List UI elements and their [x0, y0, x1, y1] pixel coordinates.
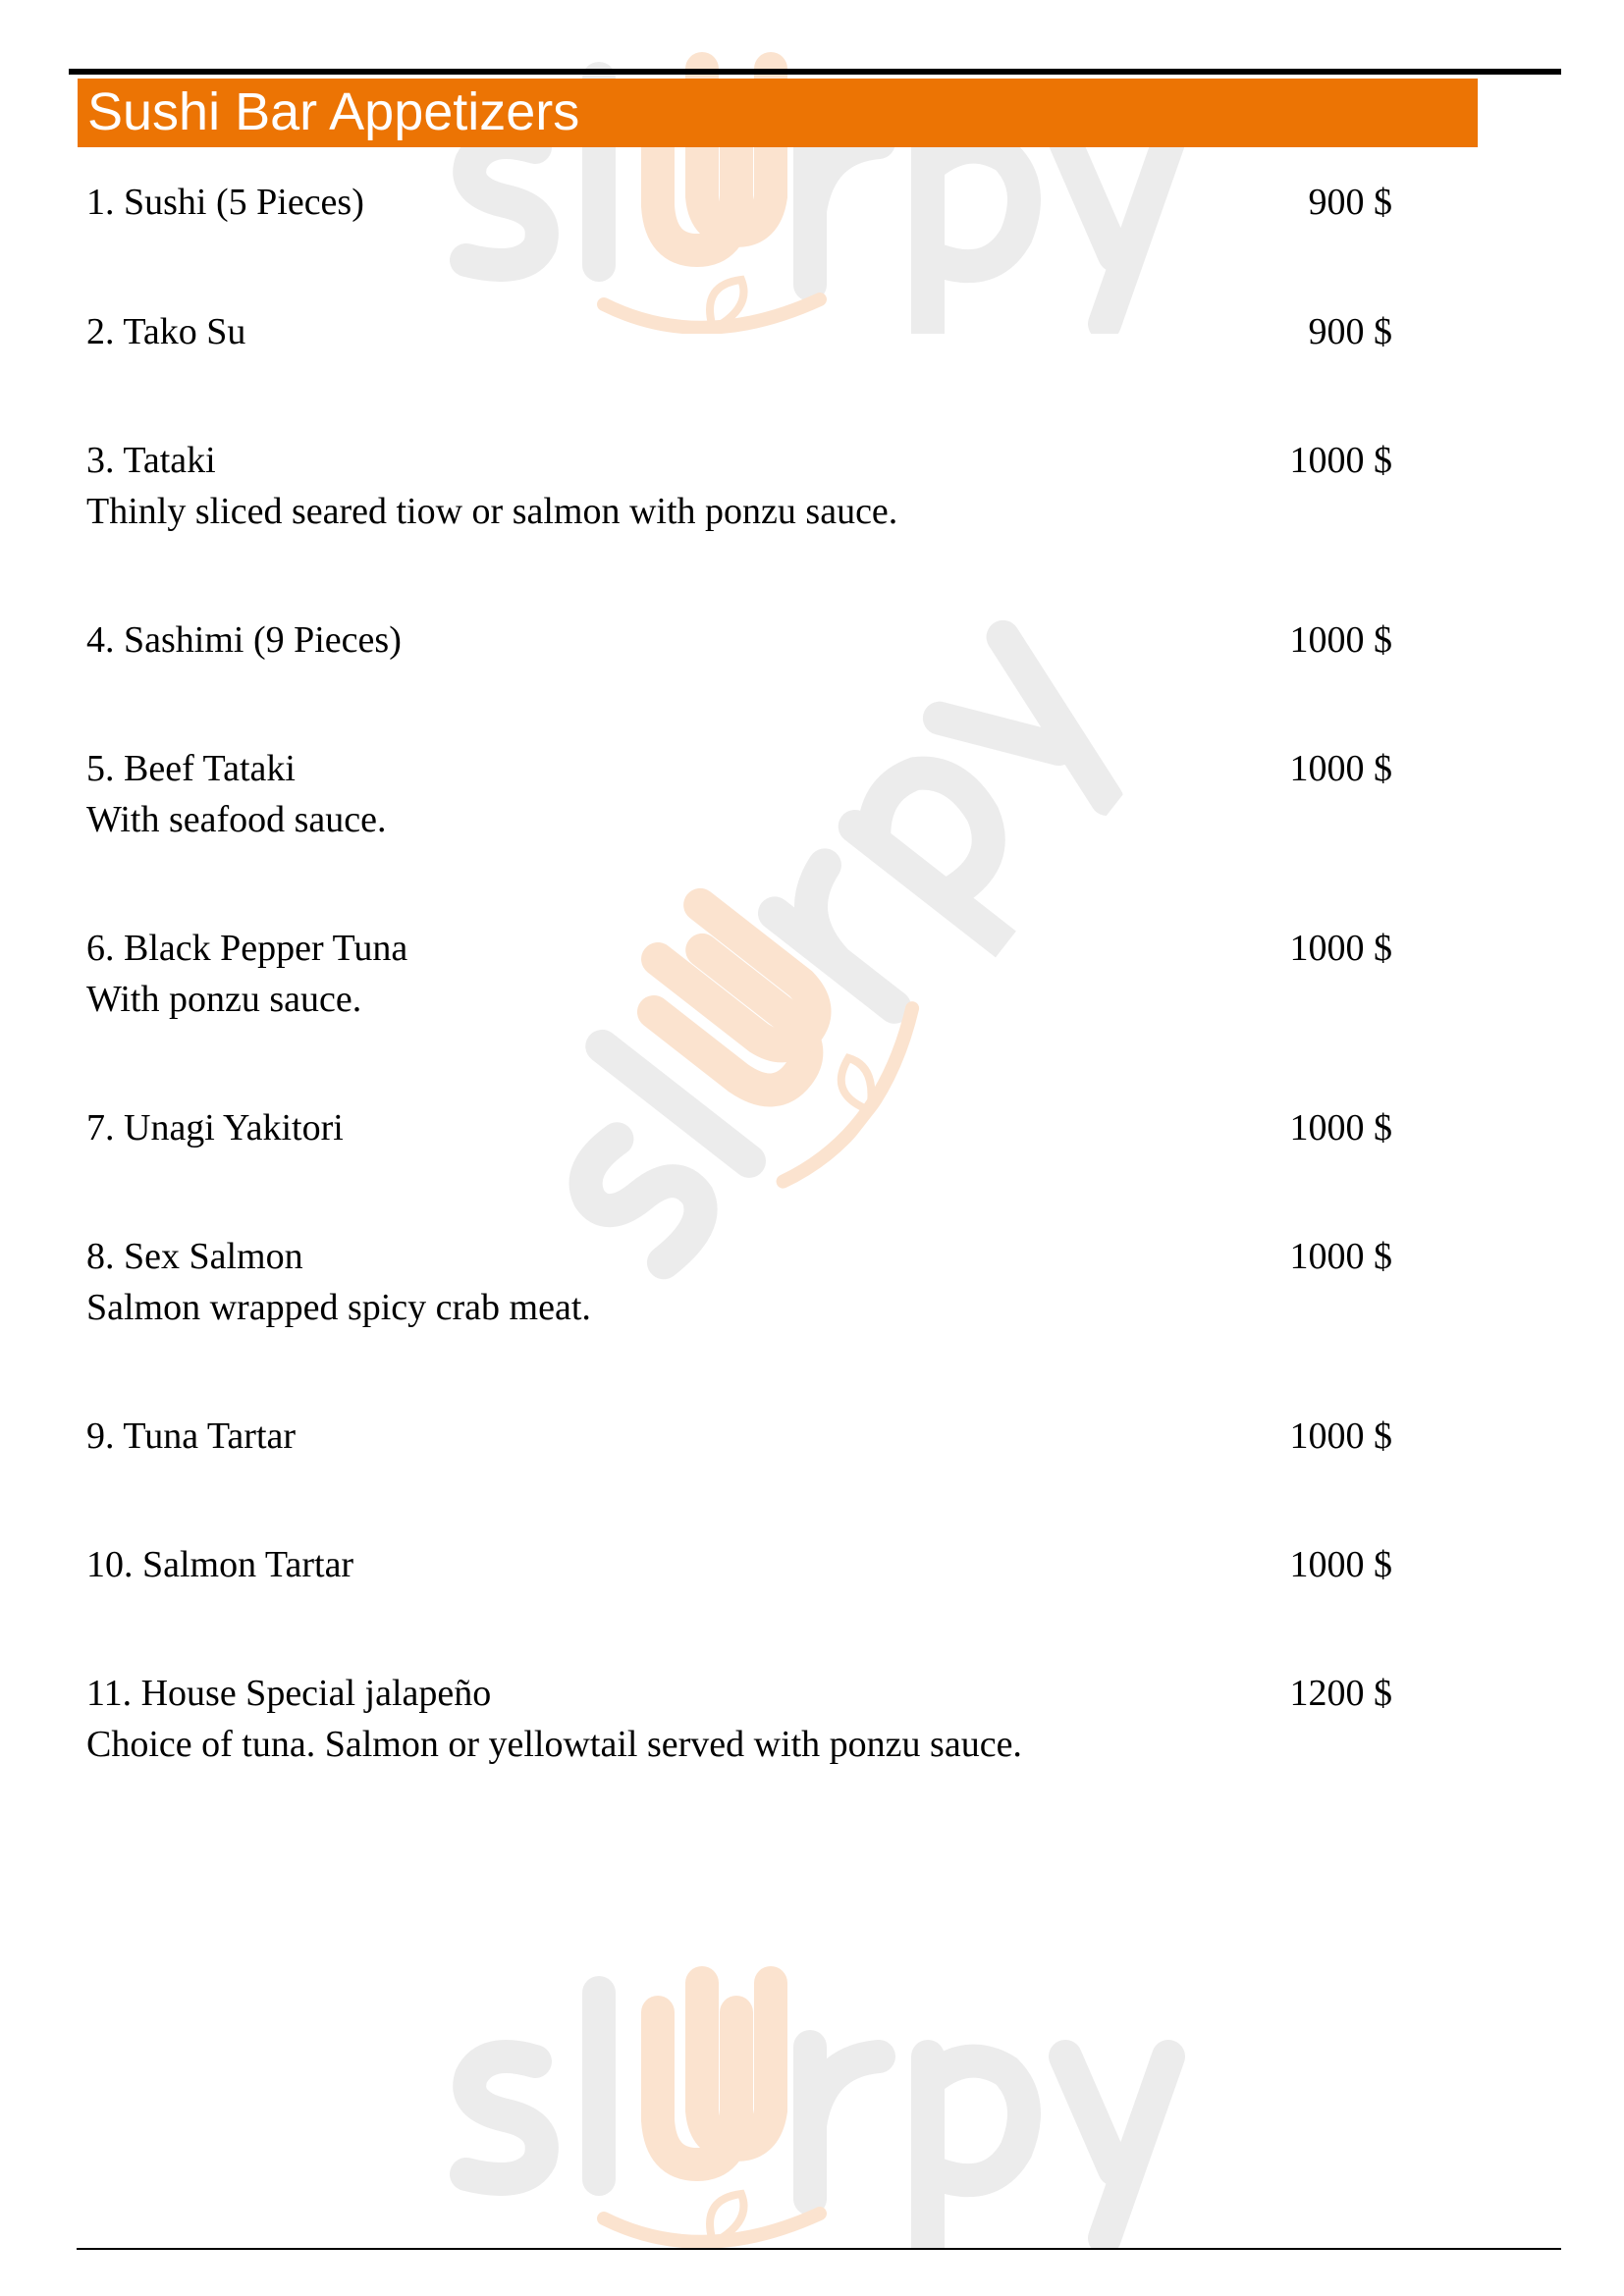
item-name: 6. Black Pepper Tuna: [86, 928, 408, 969]
item-price: 1000 $: [1289, 1544, 1392, 1585]
item-price: 900 $: [1308, 311, 1392, 352]
item-name: 5. Beef Tataki: [86, 748, 296, 789]
item-name: 8. Sex Salmon: [86, 1236, 303, 1277]
item-price: 1000 $: [1289, 619, 1392, 661]
item-price: 1000 $: [1289, 1236, 1392, 1277]
item-name: 9. Tuna Tartar: [86, 1415, 297, 1457]
item-price: 1000 $: [1289, 928, 1392, 969]
watermark-logo: [407, 1953, 1232, 2248]
item-price: 1200 $: [1289, 1673, 1392, 1714]
item-description: Thinly sliced seared tiow or salmon with ponzu sauce.: [86, 491, 898, 532]
item-name: 3. Tataki: [86, 440, 216, 481]
section-header: [78, 79, 1478, 147]
item-name: 2. Tako Su: [86, 311, 246, 352]
item-description: Salmon wrapped spicy crab meat.: [86, 1287, 591, 1328]
item-price: 900 $: [1308, 182, 1392, 223]
item-price: 1000 $: [1289, 1415, 1392, 1457]
item-name: 1. Sushi (5 Pieces): [86, 182, 364, 223]
item-price: 1000 $: [1289, 748, 1392, 789]
item-description: With seafood sauce.: [86, 799, 387, 840]
item-price: 1000 $: [1289, 440, 1392, 481]
item-name: 7. Unagi Yakitori: [86, 1107, 344, 1148]
item-description: Choice of tuna. Salmon or yellowtail served with ponzu sauce.: [86, 1724, 1022, 1765]
section-title: Sushi Bar Appetizers: [87, 82, 580, 141]
item-name: 11. House Special jalapeño: [86, 1673, 492, 1714]
item-name: 10. Salmon Tartar: [86, 1544, 354, 1585]
watermark-logo: [454, 523, 1194, 1355]
item-price: 1000 $: [1289, 1107, 1392, 1148]
item-name: 4. Sashimi (9 Pieces): [86, 619, 402, 661]
top-divider: [69, 69, 1561, 75]
item-description: With ponzu sauce.: [86, 979, 362, 1020]
bottom-divider: [77, 2248, 1561, 2250]
